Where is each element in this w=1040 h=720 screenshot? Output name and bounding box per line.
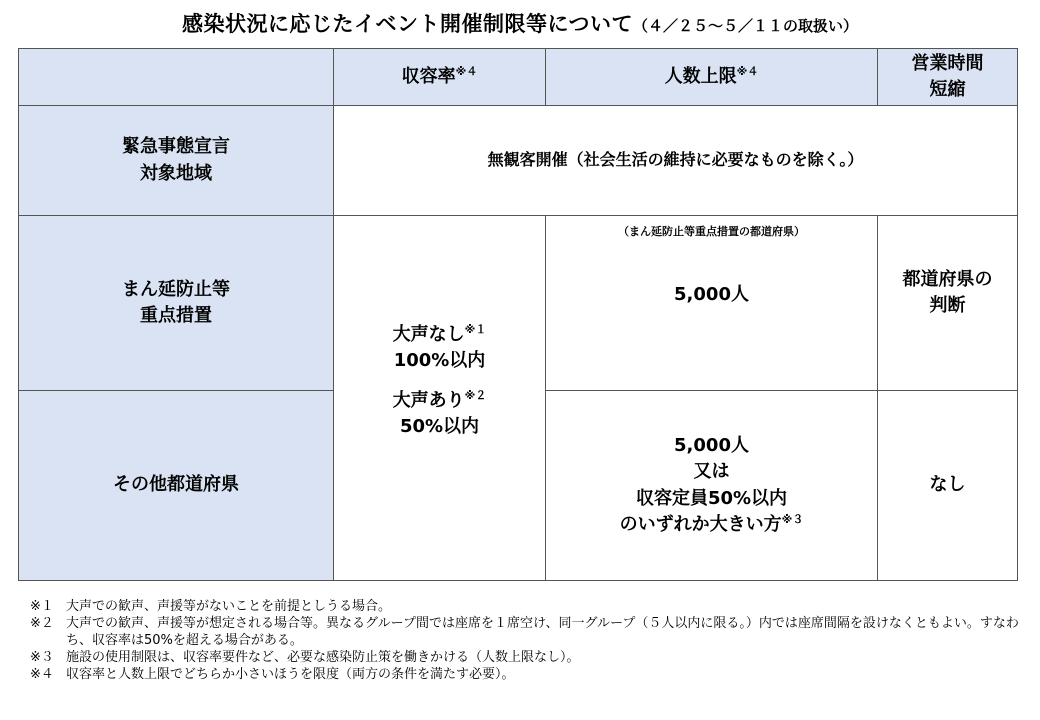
row-manen-label — [19, 216, 334, 391]
footnote-2-mark: ※２ — [30, 616, 54, 631]
footnote-3 — [30, 649, 1030, 666]
row-other-hours — [878, 391, 1018, 581]
row-manen-cap-value: 5,000人 — [674, 283, 749, 305]
row-emergency-label-line2: 対象地域 — [140, 162, 212, 184]
row-emergency-value-text: 無観客開催（社会生活の維持に必要なものを除く。） — [487, 150, 864, 170]
footnote-4 — [30, 666, 1030, 683]
row-manen-label-line1: まん延防止等 — [122, 278, 230, 300]
capacity-quiet-label: 大声なし — [392, 323, 465, 345]
row-manen — [19, 216, 1018, 391]
footnote-3-mark: ※３ — [30, 650, 54, 665]
footnote-4-text: 収容率と人数上限でどちらか小さいほうを限度（両方の条件を満たす必要）。 — [66, 667, 515, 682]
page-title — [0, 8, 1040, 38]
row-other-hours-text: なし — [929, 474, 966, 496]
footnote-3-text: 施設の使用制限は、収容率要件など、必要な感染防止策を働きかける（人数上限なし）。 — [66, 650, 580, 665]
row-other-cap-line4-wrap — [546, 512, 877, 538]
row-manen-hours-line1: 都道府県の — [902, 268, 993, 290]
header-attendance-cap-note: ※４ — [736, 64, 759, 78]
row-manen-hours-line2: 判断 — [929, 295, 966, 316]
row-other-label — [19, 391, 334, 581]
row-manen-cap — [546, 216, 878, 391]
capacity-loud-note: ※２ — [464, 389, 487, 402]
title-period: （４／２５～５／１１の取扱い） — [633, 17, 859, 35]
header-capacity-rate-note: ※４ — [455, 64, 478, 78]
title-main: 感染状況に応じたイベント開催制限等について — [181, 12, 634, 36]
capacity-rate-cell — [334, 216, 546, 581]
row-manen-label-line2: 重点措置 — [140, 305, 212, 326]
header-corner-cell — [19, 49, 334, 106]
capacity-bottom-spacer — [334, 440, 545, 474]
capacity-quiet — [334, 322, 545, 348]
row-emergency — [19, 106, 1018, 216]
footnote-1 — [30, 598, 1030, 615]
restriction-table — [18, 48, 1018, 581]
row-manen-cap-note: （まん延防止等重点措置の都道府県） — [618, 225, 805, 238]
row-other-cap — [546, 391, 878, 581]
footnotes — [30, 598, 1030, 683]
capacity-loud — [334, 388, 545, 414]
footnote-1-text: 大声での歓声、声援等がないことを前提としうる場合。 — [66, 599, 392, 614]
footnote-1-mark: ※１ — [30, 599, 54, 614]
header-business-hours-line2: 短縮 — [929, 79, 966, 100]
row-other-cap-line2: 又は — [693, 461, 730, 483]
capacity-spacer — [334, 374, 545, 388]
row-other-cap-line1: 5,000人 — [674, 435, 749, 457]
capacity-loud-value: 50%以内 — [399, 416, 480, 438]
header-attendance-cap — [546, 49, 878, 106]
row-other-cap-line3: 収容定員50%以内 — [635, 487, 788, 509]
footnote-2-text: 大声での歓声、声援等が想定される場合等。異なるグループ間では座席を１席空け、同一グループ（５人以内に限る。）内では座席間隔を設けなくともよい。すなわち、収容率は50%を超える場合がある。 — [66, 616, 1019, 648]
header-row — [19, 49, 1018, 106]
row-other-cap-note: ※３ — [781, 512, 804, 526]
header-business-hours-line1: 営業時間 — [911, 52, 984, 74]
header-attendance-cap-label: 人数上限 — [664, 65, 737, 87]
capacity-loud-label: 大声あり — [392, 390, 465, 411]
header-business-hours — [878, 49, 1018, 106]
footnote-2 — [30, 615, 1030, 649]
row-other-cap-line4: のいずれか大きい方 — [619, 513, 782, 535]
row-emergency-value — [334, 106, 1018, 216]
capacity-quiet-value: 100%以内 — [393, 349, 486, 371]
row-other-label-text: その他都道府県 — [113, 474, 239, 496]
footnote-4-mark: ※４ — [30, 667, 54, 682]
header-capacity-rate-label: 収容率 — [401, 65, 456, 87]
header-capacity-rate — [334, 49, 546, 106]
row-emergency-label-line1: 緊急事態宣言 — [122, 136, 230, 158]
capacity-quiet-note: ※１ — [464, 322, 487, 336]
row-manen-hours — [878, 216, 1018, 391]
row-emergency-label — [19, 106, 334, 216]
